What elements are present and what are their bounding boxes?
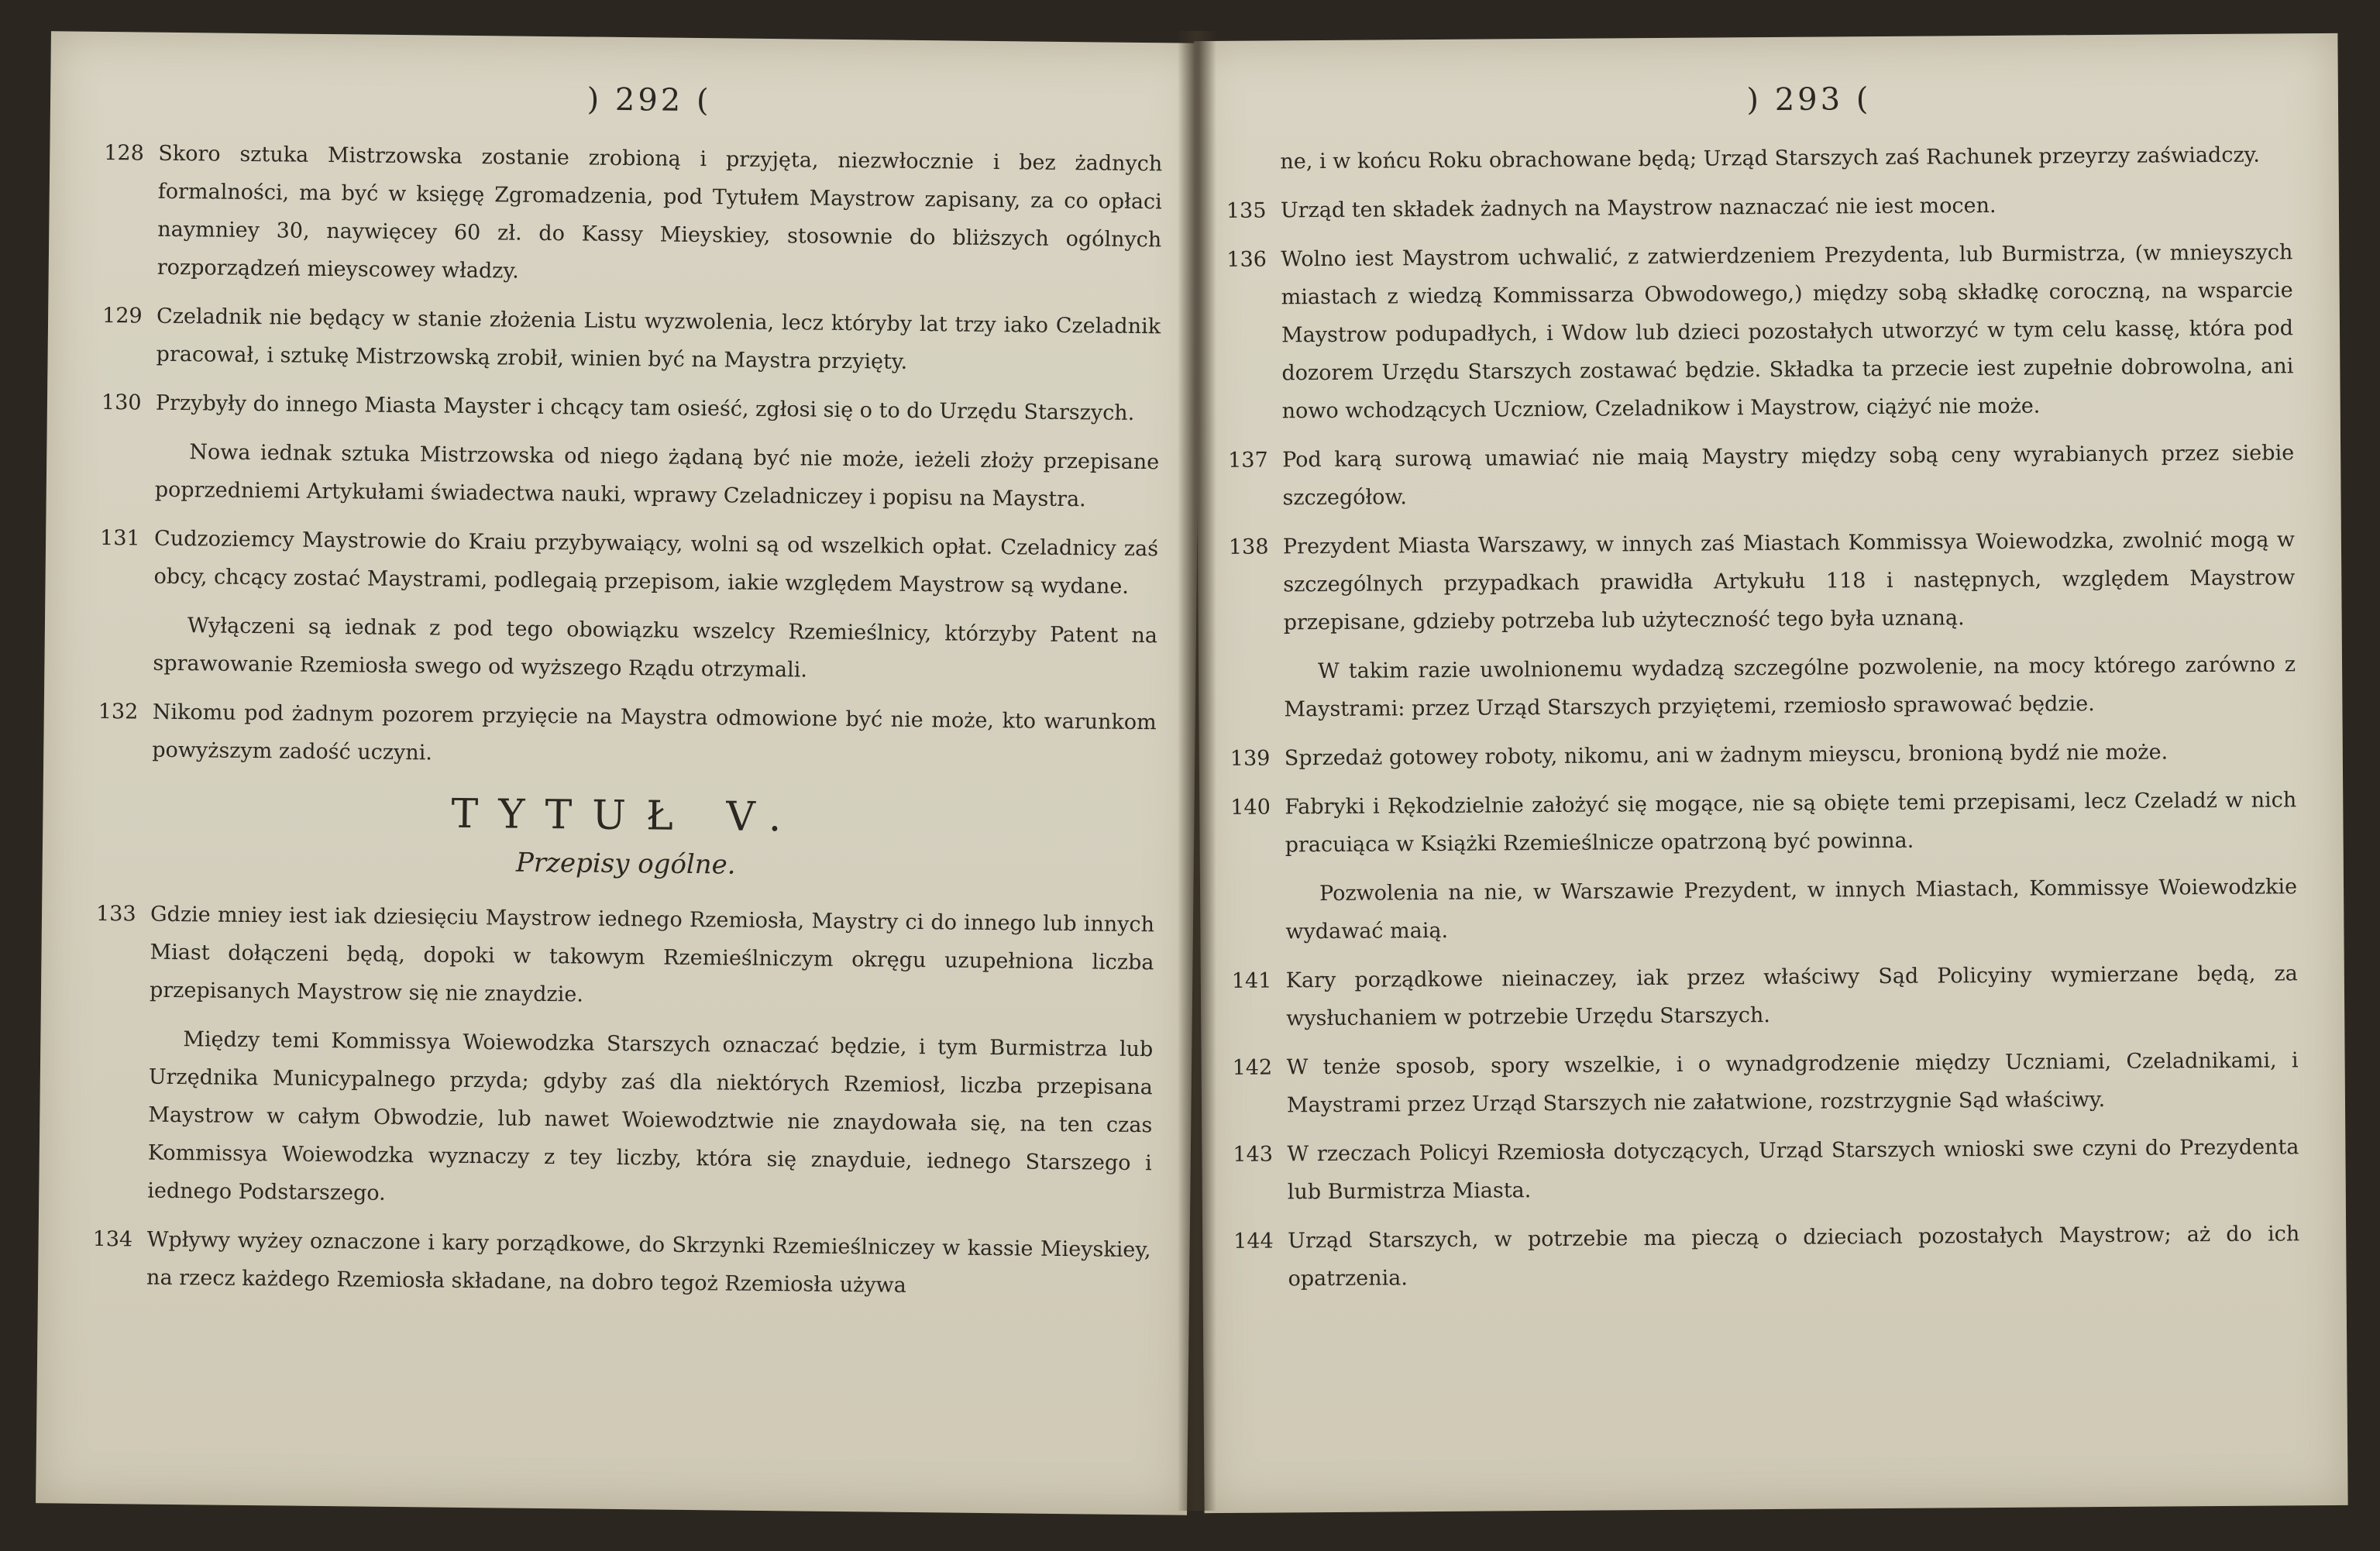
article-text: Pod karą surową umawiać nie maią Maystry między sobą ceny wyrabianych przez siebie szczegółow. [1282, 441, 2295, 511]
section-subtitle: Przepisy ogólne. [515, 847, 736, 881]
article-text: Czeladnik nie będący w stanie złożenia Listu wyzwolenia, lecz któryby lat trzy iako Czeladnik pracował, i sztukę Mistrzowską zrobił, winien być na Maystra przyięty. [156, 304, 1161, 374]
article-number: 135 [1226, 198, 1267, 223]
article-143 [1233, 1128, 2299, 1212]
article-number: 131 [99, 525, 140, 551]
article-number: 139 [1230, 746, 1271, 771]
article-129 [101, 297, 1161, 383]
article-number: 142 [1232, 1055, 1273, 1080]
article-text: Urząd Starszych, w potrzebie ma pieczą o dzieciach pozostałych Maystrow; aż do ich opatrzenia. [1288, 1222, 2300, 1291]
article-number: 129 [101, 303, 143, 328]
continuation-paragraph: ne, i w końcu Roku obrachowane będą; Urząd Starszych zaś Rachunek przeyrzy zaświadczy. [1280, 143, 2260, 174]
article-text: Gdzie mniey iest iak dziesięciu Maystrow iednego Rzemiosła, Maystry ci do innego lub innych Miast dołączeni będą, dopoki w takowym Rzemieślniczym okręgu uzupełniona liczba przepisanych Maystrow się nie znaydzie. [149, 902, 1155, 1007]
article-number: 137 [1228, 448, 1268, 473]
article-136 [1226, 233, 2294, 431]
left-page-content [38, 133, 1202, 1307]
right-page-content [1195, 136, 2346, 1298]
section-title: TYTUŁ V. [451, 790, 802, 841]
article-text: Wpływy wyżey oznaczone i kary porządkowe, do Skrzynki Rzemieślniczey w kassie Mieyskiey, na rzecz każdego Rzemiosła składane, na dobro tegoż Rzemiosła używa [146, 1227, 1151, 1298]
article-number: 144 [1233, 1229, 1274, 1254]
article-text: Nikomu pod żadnym pozorem przyięcie na Maystra odmowione być nie może, kto warunkom powyższym zadość uczyni. [152, 700, 1157, 765]
article-137 [1228, 434, 2295, 518]
article-number: 128 [104, 140, 145, 166]
article-130 [101, 383, 1160, 432]
article-number: 133 [95, 901, 136, 927]
right-page-number: ) 293 ( [1746, 81, 1872, 119]
article-text: W tenże sposob, spory wszelkie, i o wynadgrodzenie między Uczniami, Czeladnikami, i Maystrami przez Urząd Starszych nie załatwione, rozstrzygnie Sąd właściwy. [1286, 1048, 2299, 1118]
article-number: 134 [92, 1226, 133, 1252]
article-text: Cudzoziemcy Maystrowie do Kraiu przybywaiący, wolni są od wszelkich opłat. Czeladnicy zaś obcy, chcący zostać Maystrami, podlegaią przepisom, iakie względem Maystrow są wydane. [153, 526, 1159, 599]
paragraph: Pozwolenia na nie, w Warszawie Prezydent, w innych Miastach, Kommissye Woiewodzkie wydawać maią. [1285, 875, 2298, 944]
article-text: Prezydent Miasta Warszawy, w innych zaś Miastach Kommissya Woiewodzka, zwolnić mogą w szczególnych przypadkach prawidła Artykułu 118 i następnych, względem Maystrow przepisane, gdzieby potrzeba lub użyteczność tego była uznaną. [1282, 528, 2296, 635]
article-number: 132 [98, 699, 139, 724]
article-128 [103, 134, 1163, 297]
article-144 [1233, 1215, 2300, 1298]
article-135 [1226, 184, 2292, 230]
left-page-number: ) 292 ( [586, 81, 712, 119]
article-131 [99, 519, 1158, 606]
book-gutter [1178, 31, 1216, 1511]
article-133 [95, 895, 1154, 1020]
article-text: Sprzedaż gotowey roboty, nikomu, ani w żadnym mieyscu, bronioną bydź nie może. [1284, 740, 2168, 771]
paragraph: Między temi Kommissya Woiewodzka Starszych oznaczać będzie, i tym Burmistrza lub Urzędnika Municypalnego przyda; gdyby zaś dla niektórych Rzemiosł, liczba przepisana Maystrow w całym Obwodzie, lub nawet Woiewodztwie nie znaydowała się, na ten czas Kommissya Woiewodzka wyznaczy z tey liczby, która się znayduie, iednego Starszego i iednego Podstarszego. [147, 1027, 1154, 1205]
article-140 [1230, 781, 2297, 865]
article-text: Skoro sztuka Mistrzowska zostanie zrobioną i przyjęta, niezwłocznie i bez żadnych formalności, ma być w księgę Zgromadzenia, pod Tytułem Maystrow zapisany, za co opłaci naymniey 30, naywięcey 60 zł. do Kassy Mieyskiey, stosownie do bliższych ogólnych rozporządzeń mieyscowey władzy. [156, 141, 1163, 284]
paragraph: Wyłączeni są iednak z pod tego obowiązku wszelcy Rzemieślnicy, którzyby Patent na sprawowanie Rzemiosła swego od wyższego Rządu otrzymali. [153, 614, 1158, 683]
article-number: 141 [1231, 968, 1272, 993]
article-142 [1232, 1041, 2299, 1125]
right-page [1194, 33, 2347, 1513]
article-number: 138 [1228, 535, 1269, 559]
article-text: Kary porządkowe nieinaczey, iak przez właściwy Sąd Policyiny wymierzane będą, za wysłuchaniem w potrzebie Urzędu Starszych. [1285, 961, 2298, 1031]
paragraph: W takim razie uwolnionemu wydadzą szczególne pozwolenie, na mocy którego zarówno z Maystrami: przez Urząd Starszych przyiętemi, rzemiosło sprawować będzie. [1284, 652, 2296, 722]
article-text: W rzeczach Policyi Rzemiosła dotyczących, Urząd Starszych wnioski swe czyni do Prezydenta lub Burmistrza Miasta. [1287, 1135, 2299, 1205]
article-134 [92, 1220, 1151, 1307]
article-number: 143 [1233, 1142, 1274, 1167]
paragraph: Nowa iednak sztuka Mistrzowska od niego żądaną być nie może, ieżeli złoży przepisane poprzedniemi Artykułami świadectwa nauki, wprawy Czeladniczey i popisu na Maystra. [154, 440, 1160, 512]
article-138 [1229, 521, 2296, 642]
article-text: Przybyły do innego Miasta Mayster i chcący tam osieść, zgłosi się o to do Urzędu Starszych. [155, 390, 1135, 425]
article-132 [98, 693, 1157, 779]
left-page [36, 31, 1202, 1515]
article-number: 140 [1230, 795, 1271, 820]
article-text: Wolno iest Maystrom uchwalić, z zatwierdzeniem Prezydenta, lub Burmistrza, (w mnieyszych miastach z wiedzą Kommissarza Obwodowego,) między sobą składkę coroczną, na wsparcie Maystrow podupadłych, i Wdow lub dzieci pozostałych utworzyć w tym celu kassę, która pod dozorem Urzędu Starszych zostawać będzie. Składka ta przecie iest zupełnie dobrowolna, ani nowo wchodzących Uczniow, Czeladnikow i Maystrow, ciążyć nie może. [1281, 240, 2294, 424]
article-number: 130 [101, 390, 142, 415]
article-139 [1230, 732, 2296, 778]
article-number: 136 [1226, 247, 1267, 272]
article-141 [1232, 954, 2299, 1038]
article-text: Fabryki i Rękodzielnie założyć się mogące, nie są obięte temi przepisami, lecz Czeladź w nich pracuiąca w Książki Rzemieślnicze opatrzoną być powinna. [1285, 788, 2297, 858]
article-text: Urząd ten składek żadnych na Maystrow naznaczać nie iest mocen. [1280, 193, 1997, 223]
